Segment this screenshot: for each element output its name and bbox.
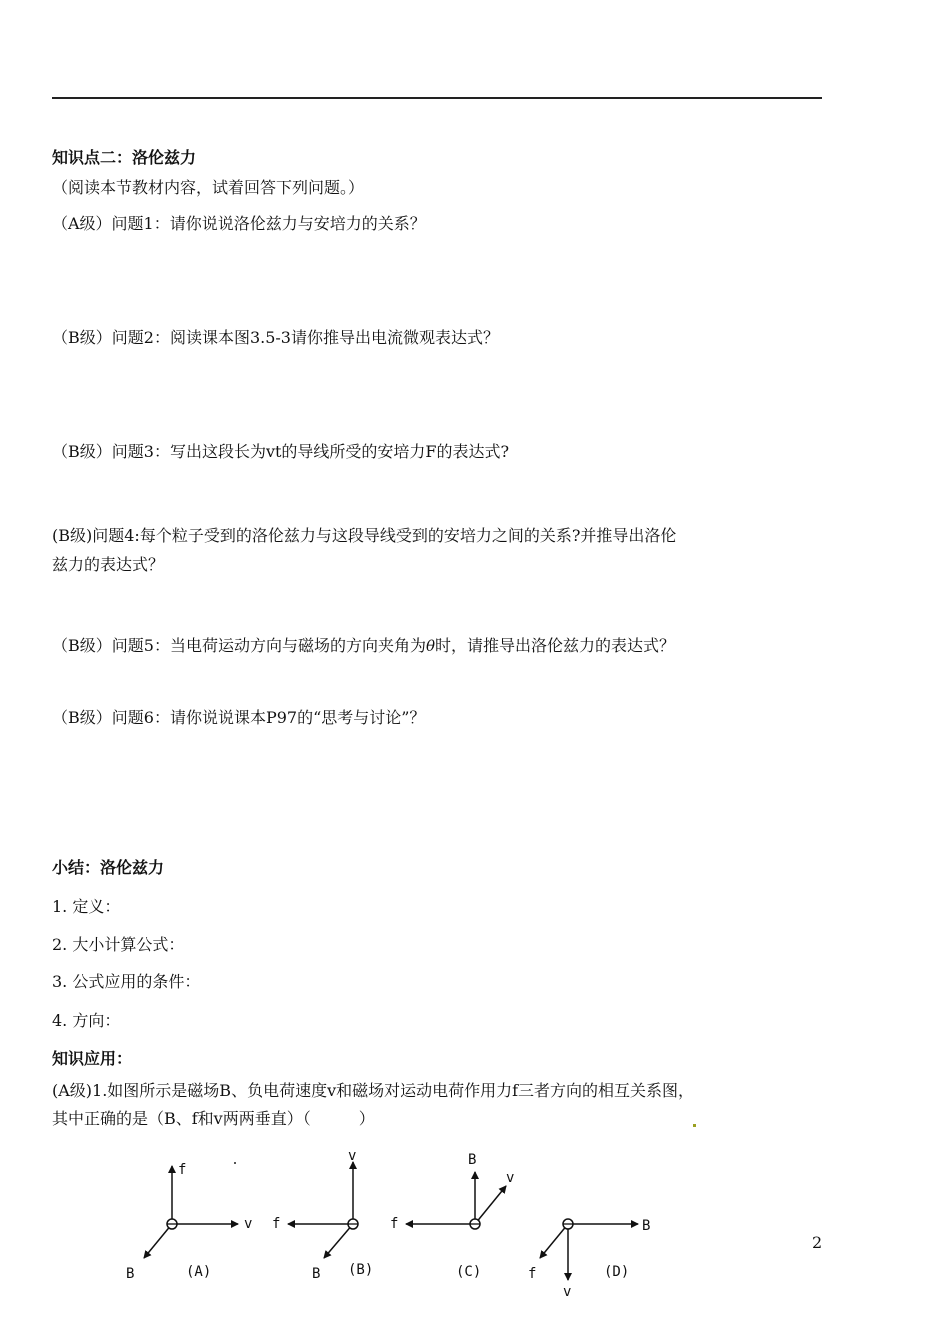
instruction: （阅读本节教材内容，试着回答下列问题。）	[52, 178, 365, 197]
summary-item-3: 3. 公式应用的条件：	[52, 972, 201, 991]
label-f: f	[528, 1266, 537, 1282]
application-q1-line2: 其中正确的是（B、f和v两两垂直）（ ）	[52, 1109, 375, 1128]
label-f: f	[272, 1216, 281, 1232]
arrow-b-diag	[324, 1224, 353, 1258]
question-4-line1: (B级)问题4:每个粒子受到的洛伦兹力与这段导线受到的安培力之间的关系?并推导出洛伦	[52, 526, 677, 545]
header-rule	[52, 97, 822, 99]
vector-diagrams	[110, 1140, 670, 1300]
label-v: v	[348, 1148, 357, 1164]
summary-item-4: 4. 方向：	[52, 1011, 121, 1030]
label-b: B	[642, 1218, 651, 1234]
application-title: 知识应用：	[52, 1049, 133, 1068]
label-v: v	[244, 1216, 253, 1232]
caption-b: (B)	[348, 1262, 374, 1278]
theta-symbol: θ	[425, 637, 435, 655]
caption-c: (C)	[456, 1264, 482, 1280]
scan-speck	[693, 1124, 696, 1127]
question-2: （B级）问题2：阅读课本图3.5-3请你推导出电流微观表达式？	[52, 328, 499, 347]
diagram-a	[126, 1162, 252, 1282]
diagram-d	[528, 1218, 650, 1300]
arrow-v-diag	[475, 1186, 506, 1224]
question-1: （A级）问题1：请你说说洛伦兹力与安培力的关系？	[52, 214, 426, 233]
arrow-f-diag	[540, 1224, 568, 1258]
label-f: f	[178, 1162, 187, 1178]
diagram-b	[272, 1148, 373, 1282]
summary-item-1: 1. 定义：	[52, 897, 121, 916]
label-b: B	[312, 1266, 321, 1282]
label-v: v	[563, 1284, 572, 1300]
summary-item-2: 2. 大小计算公式：	[52, 935, 185, 954]
question-5-text-b: 时，请推导出洛伦兹力的表达式？	[434, 636, 675, 655]
page-number: 2	[812, 1233, 823, 1252]
caption-d: (D)	[604, 1264, 630, 1280]
question-5-text-a: （B级）问题5：当电荷运动方向与磁场的方向夹角为	[52, 636, 426, 655]
question-6: （B级）问题6：请你说说课本P97的“思考与讨论”？	[52, 708, 426, 727]
diagram-c	[390, 1152, 514, 1280]
label-f: f	[390, 1216, 399, 1232]
question-4-line2: 兹力的表达式？	[52, 555, 165, 574]
label-b: B	[468, 1152, 477, 1168]
application-q1-line1: (A级)1.如图所示是磁场B、负电荷速度v和磁场对运动电荷作用力f三者方向的相互关系图，	[52, 1081, 695, 1100]
section2-title: 知识点二：洛伦兹力	[52, 148, 197, 167]
label-b: B	[126, 1266, 135, 1282]
summary-title: 小结：洛伦兹力	[52, 858, 165, 877]
label-v: v	[506, 1170, 515, 1186]
caption-a: (A)	[186, 1264, 212, 1280]
question-3: （B级）问题3：写出这段长为vt的导线所受的安培力F的表达式?	[52, 442, 510, 461]
question-5	[52, 636, 675, 656]
arrow-b-diag	[144, 1224, 172, 1258]
